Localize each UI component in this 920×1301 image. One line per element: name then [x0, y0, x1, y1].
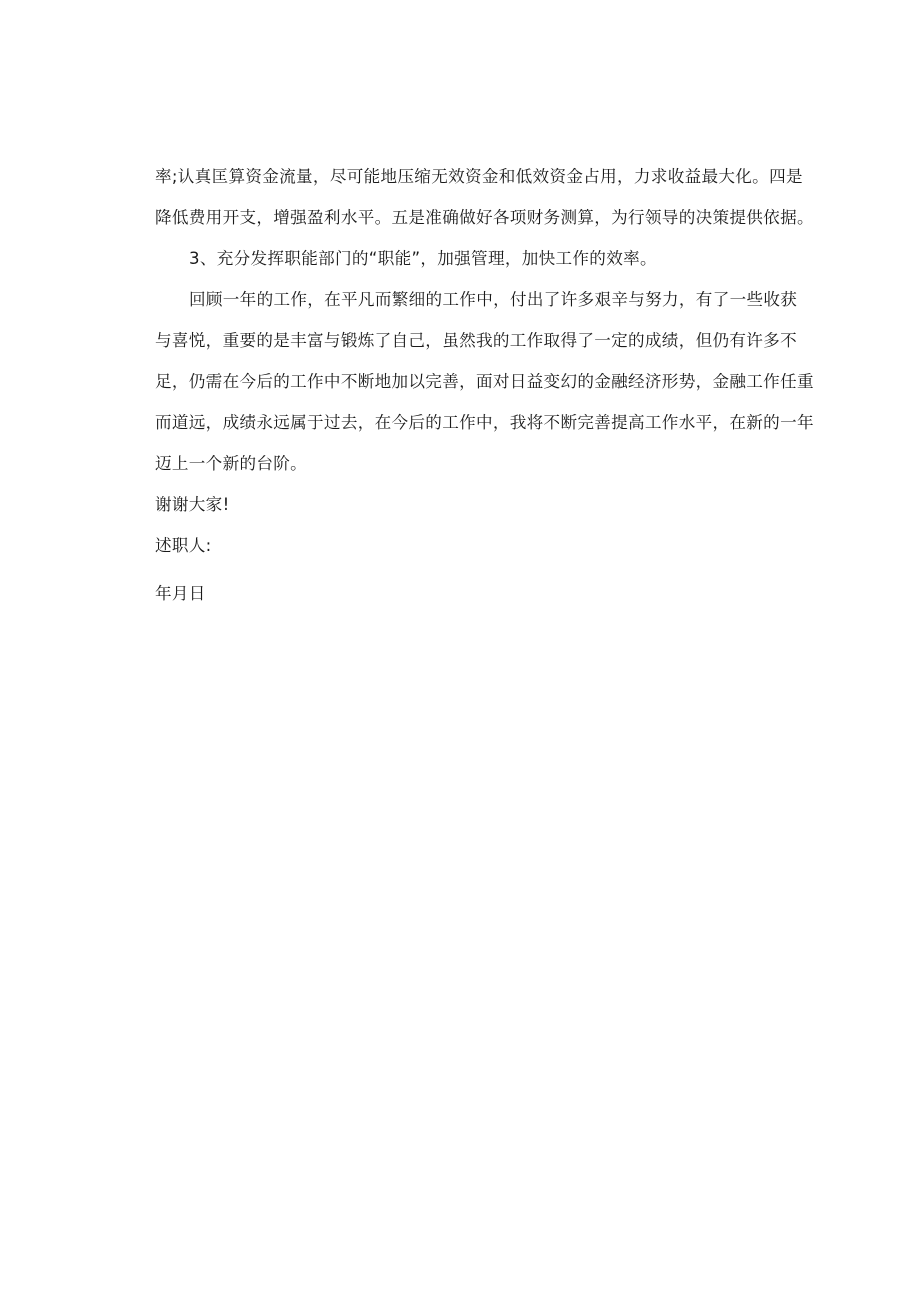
paragraph-budget-continued: [155, 156, 814, 238]
paragraph-review: [155, 279, 814, 484]
text-line: 3、充分发挥职能部门的“职能”，加强管理，加快工作的效率。: [189, 249, 657, 268]
text-line: 率;认真匡算资金流量，尽可能地压缩无效资金和低效资金占用，力求收益最大化。四是: [155, 167, 803, 186]
text-line: 回顾一年的工作，在平凡而繁细的工作中，付出了许多艰辛与努力，有了一些收获: [189, 290, 798, 309]
text-line: 而道远，成绩永远属于过去，在今后的工作中，我将不断完善提高工作水平，在新的一年: [155, 413, 814, 432]
document-body: [155, 156, 814, 614]
text-line: 降低费用开支，增强盈利水平。五是准确做好各项财务测算，为行领导的决策提供依据。: [155, 208, 814, 227]
text-line: 迈上一个新的台阶。: [155, 454, 308, 473]
date-line: 年月日: [155, 584, 206, 603]
reporter-line: 述职人:: [155, 536, 212, 555]
paragraph-functional-departments: [155, 238, 765, 279]
text-line: 与喜悦，重要的是丰富与锻炼了自己，虽然我的工作取得了一定的成绩，但仍有许多不: [155, 331, 797, 350]
thanks-line: 谢谢大家!: [155, 495, 230, 514]
text-line: 足，仍需在今后的工作中不断地加以完善，面对日益变幻的金融经济形势，金融工作任重: [155, 372, 814, 391]
